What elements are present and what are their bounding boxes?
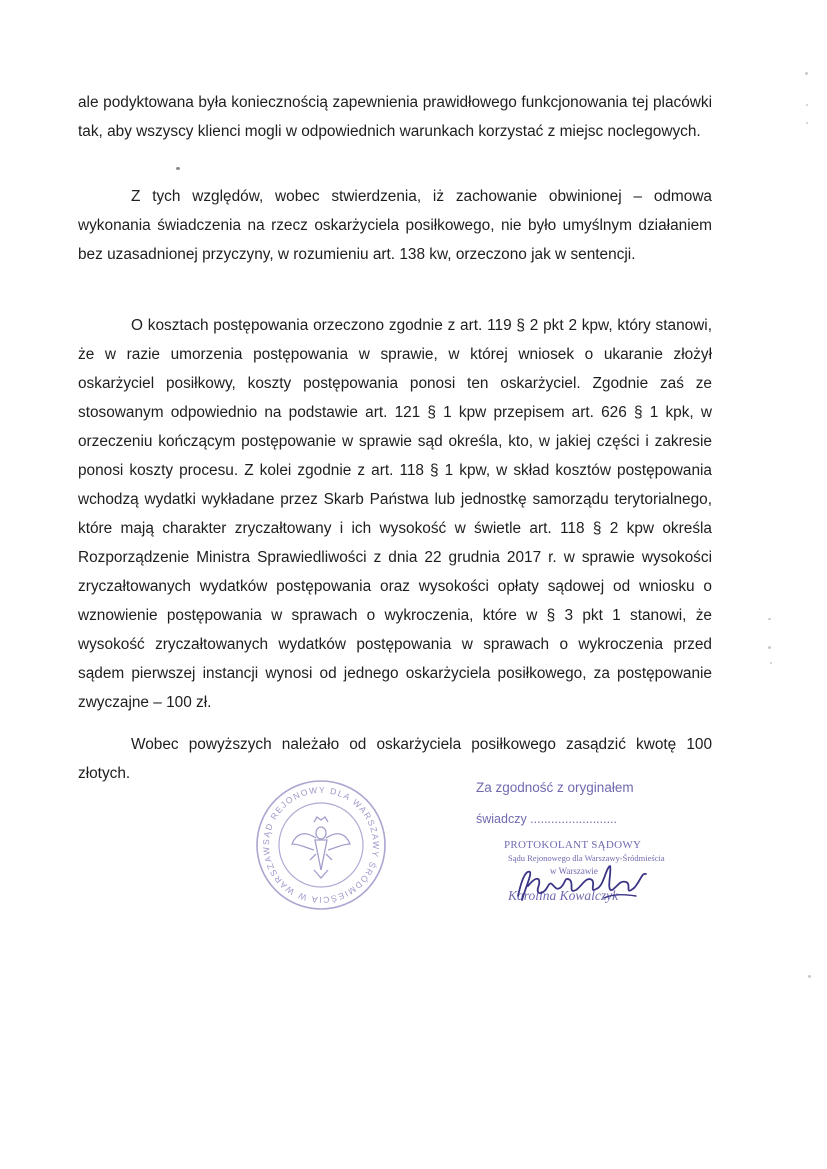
scan-speck [805,72,808,75]
scan-speck [806,104,808,106]
court-seal [254,778,388,912]
certification-label: Za zgodność z oryginałem [476,780,634,795]
certification-attests: świadczy ......................... [476,812,618,826]
paragraph-conclusion: Z tych względów, wobec stwierdzenia, iż zachowanie obwinionej – odmowa wykonania świadczenia na rzecz oskarżyciela posiłkowego, nie było umyślnym działaniem bez uzasadnionej przyczyny, w rozumieniu art. 138 kw, orzeczono jak w sentencji. [78,188,712,263]
scan-speck [770,662,772,664]
svg-text:SĄD REJONOWY DLA WARSZAWY ŚRÓD [254,778,381,905]
paragraph-continuation: ale podyktowana była koniecznością zapewnienia prawidłowego funkcjonowania tej placówki tak, aby wszyscy klienci mogli w odpowiednich warunkach korzystać z miejsc noclegowych. [78,94,712,140]
scan-speck [176,167,180,170]
clerk-name: Karolina Kowalczyk [508,888,619,903]
scan-speck [806,122,808,124]
scan-speck [808,975,811,978]
paragraph-costs: O kosztach postępowania orzeczono zgodnie z art. 119 § 2 pkt 2 kpw, który stanowi, że w razie umorzenia postępowania w sprawie, w której wniosek o ukaranie złożył oskarżyciel posiłkowy, koszty postępowania ponosi ten oskarżyciel. Zgodnie zaś ze stosowanym odpowiednio na podstawie art. 121 § 1 kpw przepisem art. 626 § 1 kpk, w orzeczeniu kończącym postępowanie w sprawie sąd określa, kto, w jakiej części i zakresie ponosi koszty procesu. Z kolei zgodnie z art. 118 § 1 kpw, w skład kosztów postępowania wchodzą wydatki wykładane przez Skarb Państwa lub jednostkę samorządu terytorialnego, które mają charakter zryczałtowany i ich wysokość w świetle art. 118 § 2 kpw określa Rozporządzenie Ministra Sprawiedliwości z dnia 22 grudnia 2017 r. w sprawie wysokości zryczałtowanych wydatków postępowania oraz wysokości opłaty sądowej od wniosku o wznowienie postępowania w sprawach o wykroczenia, które w § 3 pkt 1 stanowi, że wysokość zryczałtowanych wydatków postępowania w sprawach o wykroczenia przed sądem pierwszej instancji wynosi od jednego oskarżyciela posiłkowego, za postępowanie zwyczajne – 100 zł. [78,317,712,711]
paragraph-award: Wobec powyższych należało od oskarżyciela posiłkowego zasądzić kwotę 100 złotych. [78,736,712,782]
handwritten-signature [508,858,658,908]
eagle-icon [292,817,350,878]
court-name: Sądu Rejonowego dla Warszawy-Śródmieścia [508,853,665,863]
court-seal-graphic [254,778,388,912]
seal-ring-text: SĄD REJONOWY DLA WARSZAWY ŚRÓDMIEŚCIA W WARSZAW [260,784,382,906]
scan-speck [768,618,771,620]
clerk-title: PROTOKOLANT SĄDOWY [504,839,642,851]
court-city: w Warszawie [550,866,598,876]
scan-speck [768,646,771,649]
